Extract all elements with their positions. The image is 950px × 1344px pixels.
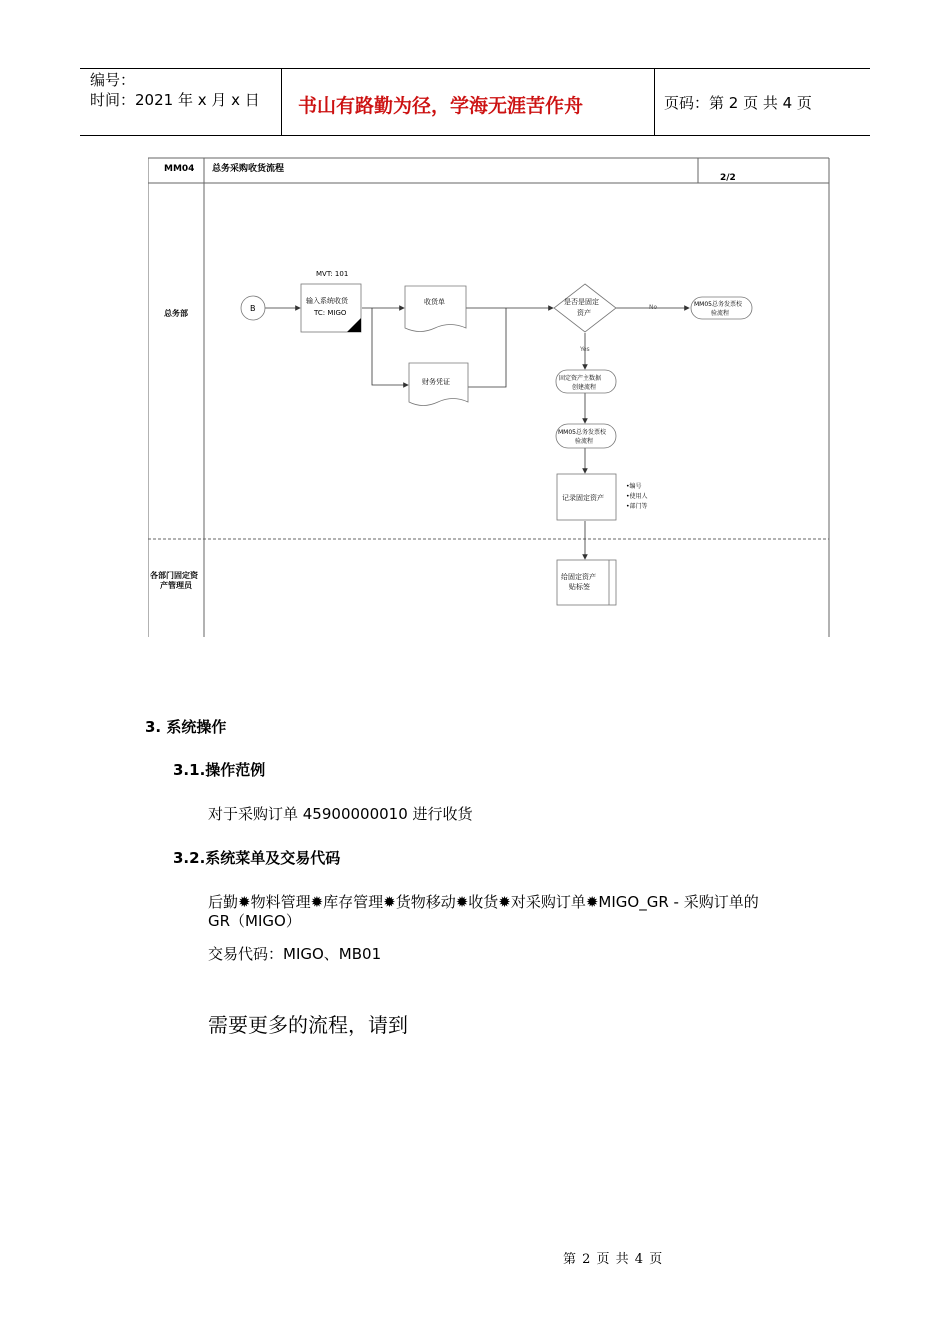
receipt-document — [405, 286, 466, 332]
invoice-verify-center-line1: MM05总务发票校 — [558, 429, 606, 436]
invoice-verify-right-line2: 验流程 — [711, 310, 730, 317]
page-footer: 第 2 页 共 4 页 — [563, 1252, 664, 1267]
section-3-1-heading: 3.1.操作范例 — [173, 761, 266, 779]
voucher-label: 财务凭证 — [422, 378, 450, 386]
fixed-asset-decision — [554, 284, 616, 332]
decision-line1: 是否是固定 — [564, 298, 599, 306]
asset-master-line1: 固定资产主数据 — [559, 375, 602, 382]
menu-path-line1: 后勤✹物料管理✹库存管理✹货物移动✹收货✹对采购订单✹MIGO_GR - 采购订单的 — [208, 893, 759, 911]
process-page: 2/2 — [720, 173, 736, 183]
invoice-verify-right-line1: MM05总务发票校 — [694, 301, 742, 308]
date-label: 时间：2021 年 x 月 x 日 — [90, 91, 260, 109]
asset-tag-line2: 贴标签 — [569, 583, 590, 591]
section-3-1-text: 对于采购订单 45900000010 进行收货 — [208, 805, 473, 823]
note-department: •部门等 — [626, 503, 648, 510]
motto: 书山有路勤为径，学海无涯苦作舟 — [298, 95, 584, 117]
system-entry-line1: 输入系统收货 — [306, 297, 348, 305]
system-entry-box — [301, 284, 361, 332]
header-bottom-rule — [80, 135, 870, 136]
header-top-rule — [80, 68, 870, 69]
receipt-label: 收货单 — [424, 298, 445, 306]
header-divider-right — [654, 68, 655, 136]
process-title: 总务采购收货流程 — [212, 164, 285, 174]
lane-asset-admin-line1: 各部门固定资 — [150, 571, 198, 580]
more-processes-text: 需要更多的流程，请到 — [208, 1013, 408, 1037]
number-label: 编号： — [90, 71, 136, 89]
asset-master-line2: 创建流程 — [572, 384, 597, 391]
flowchart-frame — [148, 158, 829, 637]
asset-tag-line1: 给固定资产 — [561, 573, 596, 581]
no-branch-label: No — [649, 304, 658, 311]
transaction-codes: 交易代码：MIGO、MB01 — [208, 945, 382, 963]
process-flowchart — [148, 155, 832, 640]
lane-asset-admin-line2: 产管理员 — [160, 581, 192, 590]
record-asset-label: 记录固定资产 — [562, 494, 604, 502]
yes-branch-label: Yes — [580, 346, 590, 353]
menu-path-line2: GR（MIGO） — [208, 912, 301, 930]
start-label: B — [250, 304, 256, 313]
process-code: MM04 — [164, 164, 195, 174]
invoice-verify-center-line2: 验流程 — [575, 438, 594, 445]
header-divider-left — [281, 68, 282, 136]
lane-general-affairs: 总务部 — [164, 309, 188, 318]
section-3-2-heading: 3.2.系统菜单及交易代码 — [173, 849, 341, 867]
section-3-heading: 3. 系统操作 — [145, 718, 227, 736]
system-entry-line2: TC: MIGO — [314, 309, 347, 317]
note-number: •编号 — [626, 483, 642, 490]
note-user: •使用人 — [626, 493, 648, 500]
movement-type: MVT: 101 — [316, 270, 349, 278]
decision-line2: 资产 — [577, 309, 591, 317]
page-indicator: 页码：第 2 页 共 4 页 — [664, 94, 812, 112]
flow-connectors — [265, 308, 689, 559]
